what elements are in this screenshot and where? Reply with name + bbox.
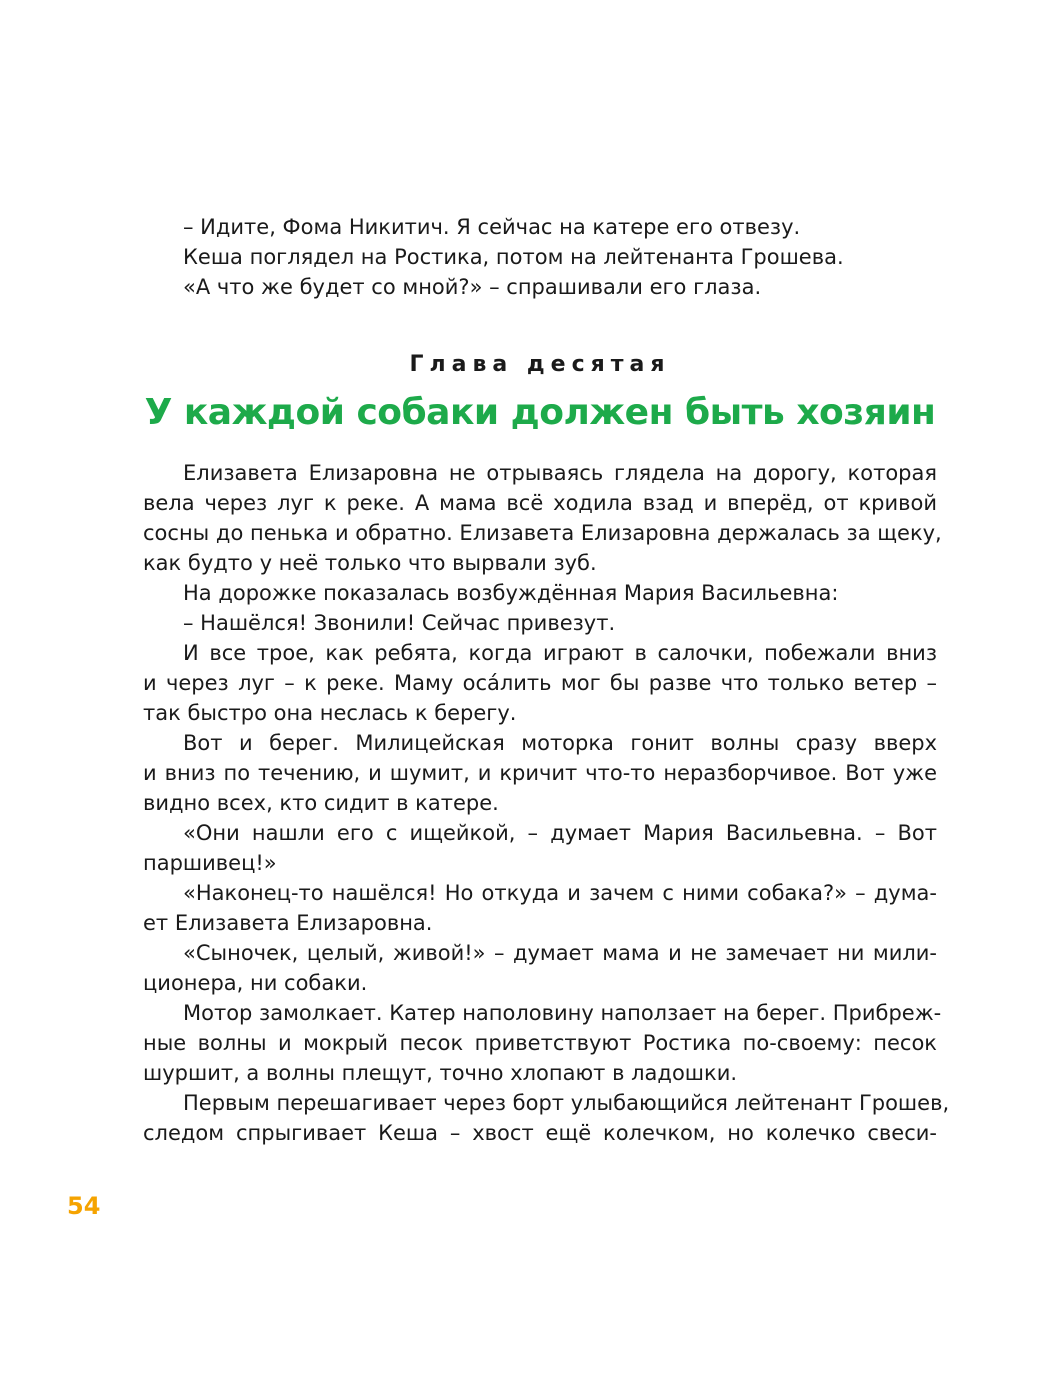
chapter-body-text — [143, 458, 950, 1148]
text-line: ционера, ни собаки. — [143, 971, 368, 995]
text-line: – Идите, Фома Никитич. Я сейчас на катере его отвезу. — [183, 215, 801, 239]
text-line: – Нашёлся! Звонили! Сейчас привезут. — [183, 611, 616, 635]
text-line: ные волны и мокрый песок приветствуют Ростика по-своему: песок — [143, 1031, 937, 1055]
text-line: вела через луг к реке. А мама всё ходила взад и вперёд, от кривой — [143, 491, 937, 515]
text-line: «А что же будет со мной?» – спрашивали его глаза. — [183, 275, 762, 299]
text-line: сосны до пенька и обратно. Елизавета Елизаровна держалась за щеку, — [143, 521, 942, 545]
text-line: «Наконец-то нашёлся! Но откуда и зачем с ними собака?» – дума- — [183, 881, 937, 905]
text-line: видно всех, кто сидит в катере. — [143, 791, 499, 815]
text-line: Первым перешагивает через борт улыбающийся лейтенант Грошев, — [183, 1091, 950, 1115]
text-line: следом спрыгивает Кеша – хвост ещё колечком, но колечко свеси- — [143, 1121, 937, 1145]
text-line: Вот и берег. Милицейская моторка гонит волны сразу вверх — [183, 731, 937, 755]
text-line: Елизавета Елизаровна не отрываясь глядела на дорогу, которая — [183, 461, 937, 485]
text-line: «Сыночек, целый, живой!» – думает мама и не замечает ни мили- — [183, 941, 937, 965]
text-line: и вниз по течению, и шумит, и кричит что-то неразборчивое. Вот уже — [143, 761, 937, 785]
text-line: И все трое, как ребята, когда играют в салочки, побежали вниз — [183, 641, 937, 665]
chapter-label: Глава десятая — [409, 352, 671, 377]
text-line: как будто у неё только что вырвали зуб. — [143, 551, 597, 575]
chapter-title: У каждой собаки должен быть хозяин — [144, 392, 936, 433]
text-line: ет Елизавета Елизаровна. — [143, 911, 433, 935]
text-line: так быстро она неслась к берегу. — [143, 701, 517, 725]
text-line: шуршит, а волны плещут, точно хлопают в ладошки. — [143, 1061, 738, 1085]
text-line: «Они нашли его с ищейкой, – думает Мария Васильевна. – Вот — [183, 821, 937, 845]
text-line: Мотор замолкает. Катер наполовину наползает на берег. Прибреж- — [183, 1001, 942, 1025]
page-number: 54 — [67, 1192, 101, 1220]
text-line: Кеша поглядел на Ростика, потом на лейтенанта Грошева. — [183, 245, 844, 269]
intro-text — [143, 212, 937, 302]
text-line: паршивец!» — [143, 851, 277, 875]
text-line: и через луг – к реке. Маму оса́лить мог бы разве что только ветер – — [143, 671, 937, 695]
text-line: На дорожке показалась возбуждённая Мария Васильевна: — [183, 581, 839, 605]
